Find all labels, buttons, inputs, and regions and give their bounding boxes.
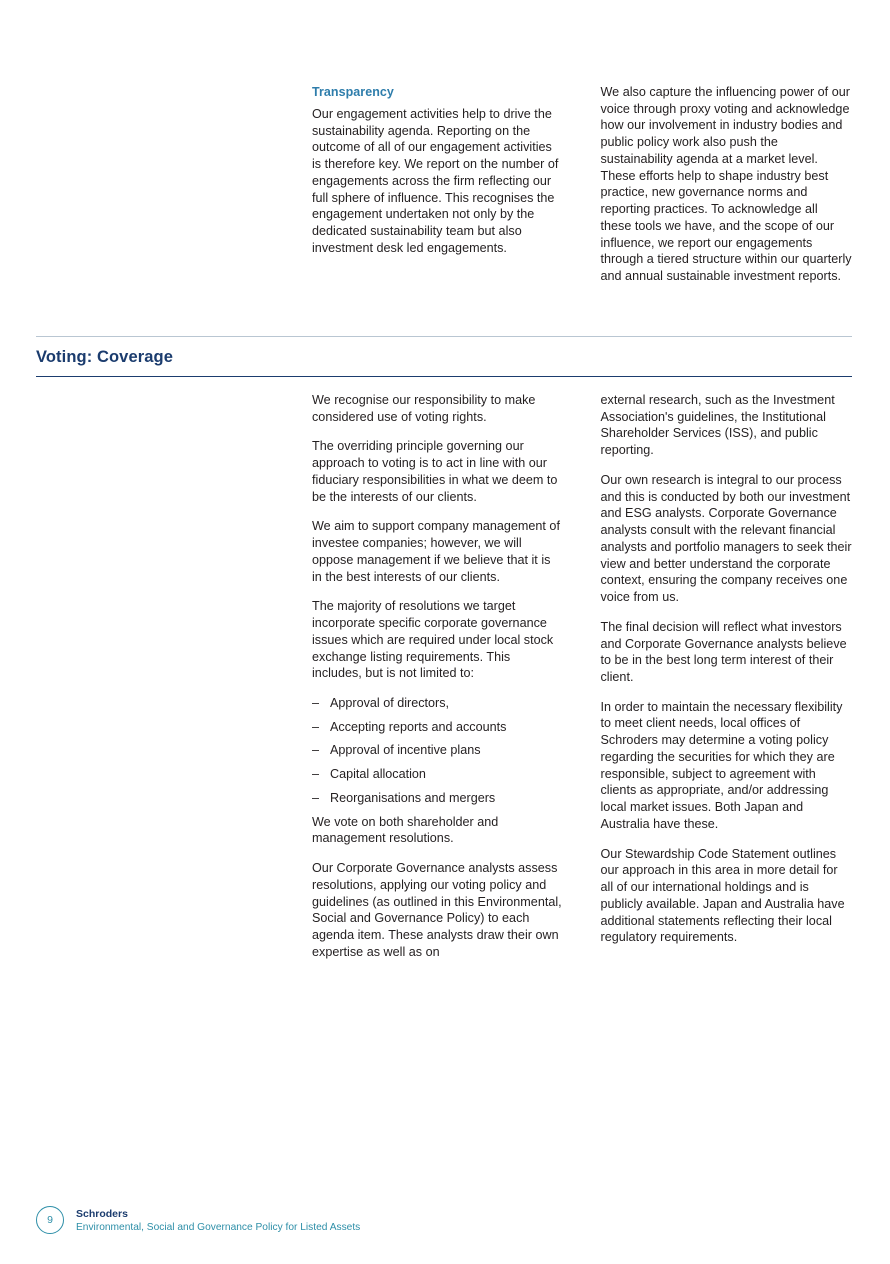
list-item: – Accepting reports and accounts <box>312 719 564 736</box>
page-footer <box>36 1206 360 1234</box>
section-heading-block <box>36 336 852 377</box>
footer-brand: Schroders <box>76 1207 128 1220</box>
voting-resolution-list <box>312 695 564 807</box>
paragraph: We vote on both shareholder and management resolutions. <box>312 814 499 846</box>
paragraph: We aim to support company management of investee companies; however, we will oppose management if we believe that it is in the best interests of our clients. <box>312 519 560 584</box>
voting-right-column <box>601 392 853 961</box>
paragraph: The majority of resolutions we target incorporate specific corporate governance issues which are required under local stock exchange listing requirements. This includes, but is not limited to: <box>312 599 554 681</box>
list-item: – Capital allocation <box>312 766 564 783</box>
transparency-heading: Transparency <box>312 85 394 99</box>
paragraph: The overriding principle governing our approach to voting is to act in line with our fiduciary responsibilities in what we deem to be the interests of our clients. <box>312 439 558 504</box>
list-item: – Approval of incentive plans <box>312 742 564 759</box>
list-item: – Approval of directors, <box>312 695 564 712</box>
voting-left-column <box>312 392 564 961</box>
paragraph: Our own research is integral to our process and this is conducted by both our investment and ESG analysts. Corporate Governance analysts consult with the relevant financial analysts and portfolio managers to seek their view and better understand the corporate context, ensuring the company receives one voice from us. <box>600 472 852 605</box>
paragraph: We also capture the influencing power of our voice through proxy voting and acknowledge how our involvement in industry bodies and public policy work also push the sustainability agenda at a market level. These efforts help to shape industry best practice, new governance norms and reporting practices. To acknowledge all these tools we have, and the scope of our influence, we report our engagements through a tiered structure within our quarterly and annual sustainable investment reports. <box>600 85 852 284</box>
transparency-left-column <box>312 84 564 285</box>
paragraph: Our Corporate Governance analysts assess resolutions, applying our voting policy and guidelines (as outlined in this Environmental, Social and Governance Policy) to each agenda item. These analysts draw their own expertise as well as on <box>312 861 562 959</box>
list-item: – Reorganisations and mergers <box>312 790 564 807</box>
paragraph: Our engagement activities help to drive the sustainability agenda. Reporting on the outcome of all of our engagement activities is therefore key. We report on the number of engagements across the firm reflecting our full sphere of influence. This recognises the engagement undertaken not only by the dedicated sustainability team but also investment desk led engagements. <box>312 106 559 255</box>
page-number-badge: 9 <box>36 1206 64 1234</box>
paragraph: external research, such as the Investment Association's guidelines, the Institutional Shareholder Services (ISS), and public reporting. <box>600 393 835 458</box>
footer-document-title: Environmental, Social and Governance Policy for Listed Assets <box>76 1221 361 1233</box>
paragraph: Our Stewardship Code Statement outlines our approach in this area in more detail for all of our international holdings and is publicly available. Japan and Australia have additional statements reflecting their local regulatory requirements. <box>600 846 845 945</box>
paragraph: In order to maintain the necessary flexibility to meet client needs, local offices of Schroders may determine a voting policy regarding the securities for which they are responsible, subject to agreement with clients as appropriate, and/or addressing local market issues. Both Japan and Australia have these. <box>600 699 843 831</box>
transparency-right-column <box>601 84 853 285</box>
paragraph: We recognise our responsibility to make considered use of voting rights. <box>312 393 536 424</box>
section-rule-bottom <box>36 376 852 377</box>
voting-coverage-columns <box>312 392 852 961</box>
footer-text-block <box>76 1208 360 1233</box>
transparency-section <box>312 84 852 285</box>
section-title: Voting: Coverage <box>36 348 173 366</box>
paragraph: The final decision will reflect what investors and Corporate Governance analysts believe to be in the best long term interest of their client. <box>600 619 847 685</box>
section-rule-top <box>36 336 852 337</box>
